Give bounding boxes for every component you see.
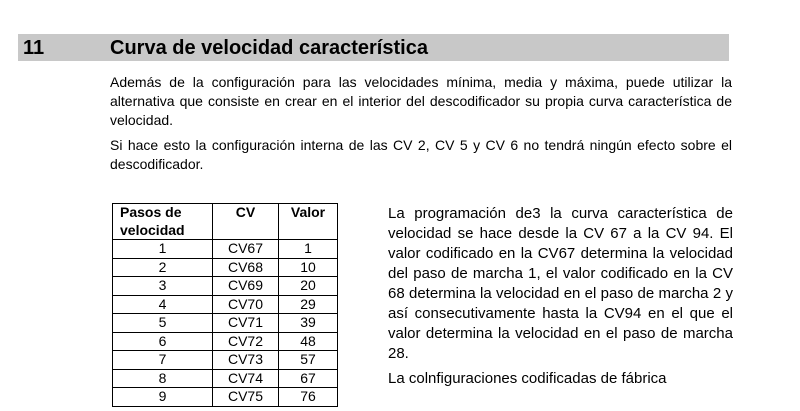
section-header — [18, 34, 729, 61]
cell-value: 57 — [279, 351, 338, 370]
cell-value: 29 — [279, 295, 338, 314]
side-text — [388, 204, 733, 394]
cell-value: 67 — [279, 369, 338, 388]
cell-step: 3 — [113, 277, 213, 296]
header-value: Valor — [279, 204, 338, 240]
cell-step: 4 — [113, 295, 213, 314]
section-title: Curva de velocidad característica — [110, 37, 428, 59]
cell-value: 20 — [279, 277, 338, 296]
table-row — [113, 240, 338, 259]
intro-paragraph: Además de la configuración para las velocidades mínima, media y máxima, puede utilizar la alternativa que consiste en crear en el interior del descodificador su propia curva característica de velocidad. — [110, 74, 732, 128]
intro-paragraph: Si hace esto la configuración interna de las CV 2, CV 5 y CV 6 no tendrá ningún efecto sobre el descodificador. — [110, 137, 732, 172]
table-row — [113, 277, 338, 296]
cell-cv: CV72 — [213, 332, 279, 351]
table-row — [113, 314, 338, 333]
table-row — [113, 332, 338, 351]
table-row — [113, 258, 338, 277]
cell-cv: CV74 — [213, 369, 279, 388]
header-steps: Pasos de velocidad — [113, 204, 213, 240]
cell-cv: CV68 — [213, 258, 279, 277]
cell-step: 7 — [113, 351, 213, 370]
table-row — [113, 369, 338, 388]
cell-step: 1 — [113, 240, 213, 259]
cell-value: 48 — [279, 332, 338, 351]
cell-step: 6 — [113, 332, 213, 351]
table-row — [113, 351, 338, 370]
side-paragraph: La colnfiguraciones codificadas de fábrica — [388, 370, 667, 387]
cell-step: 8 — [113, 369, 213, 388]
cell-step: 5 — [113, 314, 213, 333]
cell-cv: CV75 — [213, 388, 279, 407]
cell-cv: CV73 — [213, 351, 279, 370]
cell-step: 2 — [113, 258, 213, 277]
cell-cv: CV69 — [213, 277, 279, 296]
table-row — [113, 295, 338, 314]
cell-cv: CV71 — [213, 314, 279, 333]
cell-value: 1 — [279, 240, 338, 259]
side-paragraph: La programación de3 la curva característica de velocidad se hace desde la CV 67 a la CV 94. El valor codificado en la CV67 determina la velocidad del paso de marcha 1, el valor codificado en la CV 68 determina la velocidad en el paso de marcha 2 y así consecutivamente hasta la CV94 en el que el valor determina la velocidad en el paso de marcha 28. — [388, 205, 733, 362]
cell-value: 10 — [279, 258, 338, 277]
cell-value: 39 — [279, 314, 338, 333]
cell-step: 9 — [113, 388, 213, 407]
cell-cv: CV70 — [213, 295, 279, 314]
section-number: 11 — [23, 37, 45, 59]
table-header-row — [113, 204, 338, 240]
table-row — [113, 388, 338, 407]
cell-value: 76 — [279, 388, 338, 407]
intro-text — [110, 73, 732, 180]
cell-cv: CV67 — [213, 240, 279, 259]
speed-curve-table — [112, 203, 338, 407]
header-cv: CV — [213, 204, 279, 240]
